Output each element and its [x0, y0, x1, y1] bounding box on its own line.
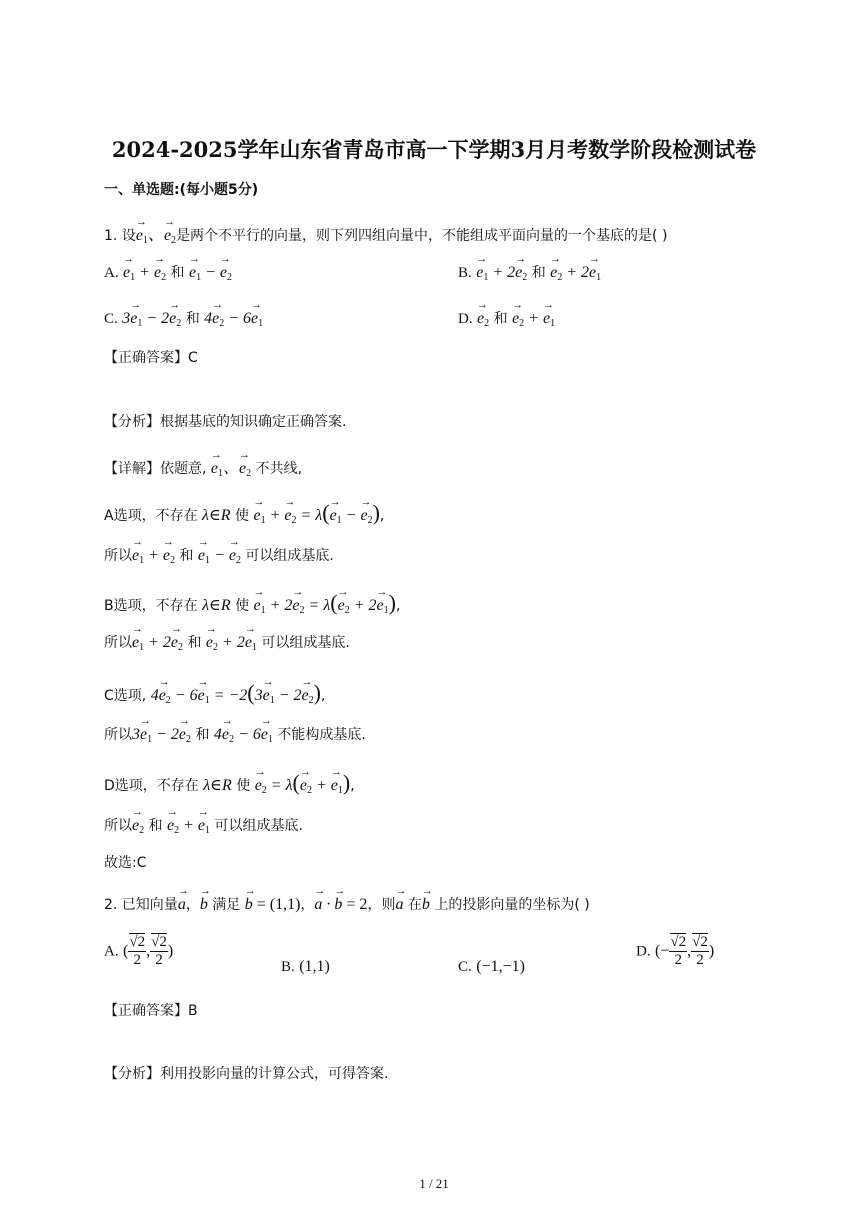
q1-option-a: A. → $e_1$ + → $e_2$ 和 → $e_1$ − → $e_2$: [104, 262, 232, 283]
page-number: 1 / 21: [419, 1176, 449, 1191]
q1-detail-a: A选项，不存在 λ∈R 使 → $e_1$ + → $e_2 = \lambda(\to e_1$ − → $e_2$),: [104, 500, 384, 526]
q2-option-a: A. ( $\frac{√2}{2}$ , $\frac{√2}{2}$ ): [104, 934, 174, 968]
q1-detail-c-conclusion: 所以$3\to e_1 - 2\to e_2$ 和 $4\to e_2 - 6\to e_1$ 不能构成基底.: [104, 724, 366, 745]
q1-option-b: B. → $e_1 + 2\to e_2$ 和 → $e_2 + 2\to e_1$: [458, 262, 601, 283]
q1-detail-intro: 【详解】依题意, → $e_1$、→ $e_2$ 不共线,: [104, 455, 302, 479]
q1-choose: 故选:C: [104, 855, 147, 871]
q1-detail-a-conclusion: 所以→ $e_1$ + → $e_2$ 和 → $e_1$ − → $e_2$ 可以组成基底.: [104, 545, 334, 566]
q1-detail-d-conclusion: 所以→ $e_2$ 和 → $e_2$ + → $e_1$ 可以组成基底.: [104, 815, 303, 836]
section-heading: 一、单选题:(每小题5分): [104, 182, 259, 198]
q2-option-c: C. (−1,−1): [458, 958, 525, 975]
question-2-stem: 2. 已知向量→ a，→ b 满足 → b = (1,1)，→ a · → b = 2，则→ a 在→ b 上的投影向量的坐标为( ): [104, 894, 590, 914]
q1-option-c: C. $3\to e_1 - 2\to e_2$ 和 $4\to e_2 - 6\to e_1$: [104, 308, 263, 329]
q1-detail-d: D选项，不存在 λ∈R 使 → $e_2 = \lambda(\to e_2$ + → $e_1$),: [104, 770, 355, 796]
q1-option-d: D. → $e_2$ 和 → $e_2$ + → $e_1$: [458, 308, 555, 329]
page-title: 2024-2025学年山东省青岛市高一下学期3月月考数学阶段检测试卷: [111, 137, 757, 162]
q2-answer: 【正确答案】B: [104, 1003, 198, 1019]
q1-analysis: 【分析】根据基底的知识确定正确答案.: [104, 414, 347, 430]
q1-detail-b-conclusion: 所以→ $e_1 + 2\to e_2$ 和 → $e_2 + 2\to e_1$ 可以组成基底.: [104, 632, 350, 653]
q1-answer: 【正确答案】C: [104, 350, 198, 366]
question-1-stem: 1. 设→ $e_1$、→ $e_2$是两个不平行的向量，则下列四组向量中，不能组成平面向量的一个基底的是( ): [104, 222, 667, 246]
q1-detail-b: B选项，不存在 λ∈R 使 → $e_1 + 2\to e_2 = \lambda(\to e_2 + 2\to e_1)$,: [104, 590, 400, 616]
q2-option-b: B. (1,1): [281, 958, 330, 975]
q1-detail-c: C选项, $4\to e_2 - 6\to e_1 = -2(3\to e_1 - 2\to e_2)$,: [104, 680, 325, 706]
q2-analysis: 【分析】利用投影向量的计算公式，可得答案.: [104, 1066, 389, 1082]
q2-option-d: D. (− $\frac{√2}{2}$ , $\frac{√2}{2}$ ): [636, 934, 715, 968]
